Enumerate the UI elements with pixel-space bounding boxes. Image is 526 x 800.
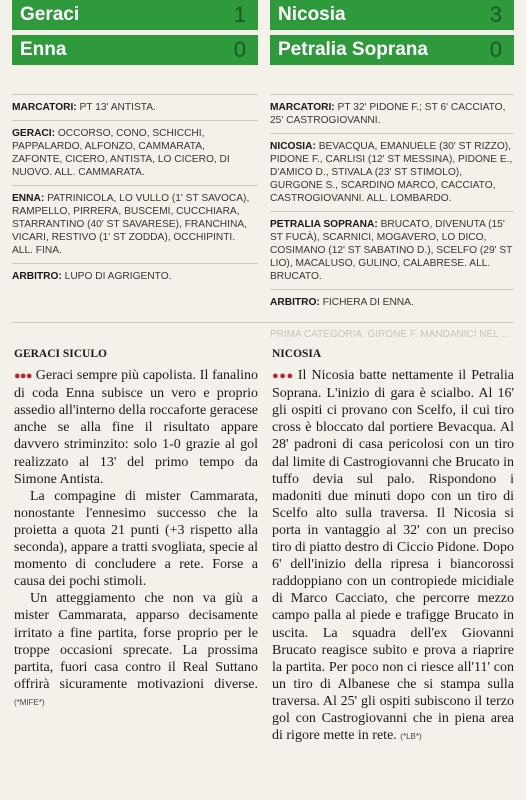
- away-lineup-block: [12, 185, 258, 263]
- team-bar-away: [12, 35, 258, 65]
- team-bar-home: [270, 0, 514, 30]
- arbitro-block: [270, 289, 514, 315]
- team-name: Nicosia: [278, 4, 346, 25]
- article-geraci: [14, 346, 258, 711]
- byline: (*MIFE*): [14, 697, 45, 707]
- match-box-nicosia-petralia: [270, 0, 514, 315]
- info-text: BRUCATO, DIVENUTA (15' ST FUCÀ), SCARNICI, MOGAVERO, LO DICO, COSIMANO (12' ST SABATINO D.), SCELFO (29' ST LIO), MACALUSO, GULINO, CALABRESE. ALL. BRUCATO.: [270, 219, 513, 282]
- team-score: 0: [233, 37, 246, 62]
- info-label: MARCATORI:: [12, 102, 77, 113]
- team-score: 0: [489, 37, 502, 62]
- match-box-geraci-enna: [12, 0, 258, 289]
- info-label: GERACI:: [12, 128, 56, 139]
- info-text: OCCORSO, CONO, SCHICCHI, PAPPALARDO, ALFONZO, CAMMARATA, ZAFONTE, CICERO, ANTISTA, LO CICERO, DI NUOVO. ALL. CAMMARATA.: [12, 128, 230, 178]
- info-label: NICOSIA:: [270, 141, 316, 152]
- article-paragraph: La compagine di mister Cammarata, nonostante l'ennesimo successo che la proietta a quota 21 punti (+3 rispetto alla seconda), appare a tratti svogliata, specie al momento di concludere a rete. Forse a causa dei pochi stimoli.: [14, 488, 258, 590]
- info-label: ARBITRO:: [12, 271, 62, 282]
- arbitro-block: [12, 263, 258, 289]
- bullet-dots-icon: ●●●: [272, 370, 294, 383]
- info-text: PATRINICOLA, LO VULLO (1' ST SAVOCA), RAMPELLO, PIRRERA, BUSCEMI, CUCCHIARA, STARRANTINO (40' ST SAVARESE), FRANCHINA, VICARI, RESTIVO (1' ST ZODDA), OCCHIPINTI. ALL. FINA.: [12, 193, 250, 256]
- info-label: PETRALIA SOPRANA:: [270, 219, 378, 230]
- marcatori-block: [270, 94, 514, 133]
- home-lineup-block: [270, 133, 514, 211]
- bullet-dots-icon: ●●●: [14, 370, 32, 383]
- team-name: Enna: [20, 39, 67, 60]
- article-paragraph: ●●● Il Nicosia batte nettamente il Petralia Soprana. L'inizio di gara è scialbo. Al 16' gli ospiti ci provano con Scelfo, il cui tiro cross è bloccato dal portiere Bevacqua. Al 28' padroni di casa pericolosi con un tiro dal limite di Castrogiovanni che Brucato in tuffo devia sul palo. Rispondono i madoniti due minuti dopo con un tiro di Scelfo alto sulla traversa. Il Nicosia si porta in vantaggio al 32' con un preciso tiro di piatto destro di Ciccio Pidone. Dopo 6' dell'inizio della ripresa i biancorossi raddoppiano con un contropiede micidiale di Marco Cacciato, che percorre mezzo campo palla al piede e trafigge Brucato in uscita. La squadra dell'ex Giovanni Brucato reagisce subito e prova a riaprire la partita. Per poco non ci riesce all'11' con un tiro di Albanese che si stampa sulla traversa. Al 25' gli ospiti subiscono il terzo gol con Castrogiovanni che in piena area di rigore mette in rete. (*LB*): [272, 368, 514, 744]
- team-score: 3: [489, 2, 502, 27]
- info-text: PT 13' ANTISTA.: [79, 102, 156, 113]
- section-title: NICOSIA: [272, 348, 322, 360]
- info-text: LUPO DI AGRIGENTO.: [64, 271, 172, 282]
- info-text: BEVACQUA, EMANUELE (30' ST RIZZO), PIDONE F., CARLISI (12' ST MESSINA), PIDONE E., D'AMICO D., STIVALA (23' ST STIMOLO), GURGONE S., SCARDINO MARCO, CACCIATO, CASTROGIOVANNI. ALL. LOMBARDO.: [270, 141, 513, 204]
- team-bar-home: [12, 0, 258, 30]
- article-paragraph: ●●● Geraci sempre più capolista. Il fanalino di coda Enna subisce un vero e proprio assedio all'interno della roccaforte geracese anche se alla fine il risultato appare davvero striminzito: solo 1-0 grazie al gol realizzato al 13' del primo tempo da Simone Antista.: [14, 368, 258, 487]
- info-label: ENNA:: [12, 193, 45, 204]
- info-text: FICHERA DI ENNA.: [322, 297, 414, 308]
- section-title: GERACI SICULO: [14, 348, 107, 360]
- info-label: MARCATORI:: [270, 102, 335, 113]
- team-name: Geraci: [20, 4, 80, 25]
- team-score: 1: [233, 2, 246, 27]
- divider: [12, 322, 514, 323]
- team-name: Petralia Soprana: [278, 39, 428, 60]
- article-nicosia: [272, 346, 514, 745]
- info-label: ARBITRO:: [270, 297, 320, 308]
- team-bar-away: [270, 35, 514, 65]
- home-lineup-block: [12, 120, 258, 185]
- faint-background-text: PRIMA CATEGORIA. GIRONE F. MANDANICI NEL ...: [270, 329, 510, 340]
- byline: (*LB*): [400, 732, 422, 742]
- marcatori-block: [12, 94, 258, 120]
- info-text: PT 32' PIDONE F.; ST 6' CACCIATO, 25' CASTROGIOVANNI.: [270, 102, 506, 126]
- away-lineup-block: [270, 211, 514, 289]
- article-paragraph: Un atteggiamento che non va giù a mister Cammarata, apparso decisamente irritato a fine partita, forse proprio per le troppe occasioni sprecate. La prossima partita, fuori casa contro il Real Suttano offrirà sicuramente motivazioni diverse. (*MIFE*): [14, 591, 258, 707]
